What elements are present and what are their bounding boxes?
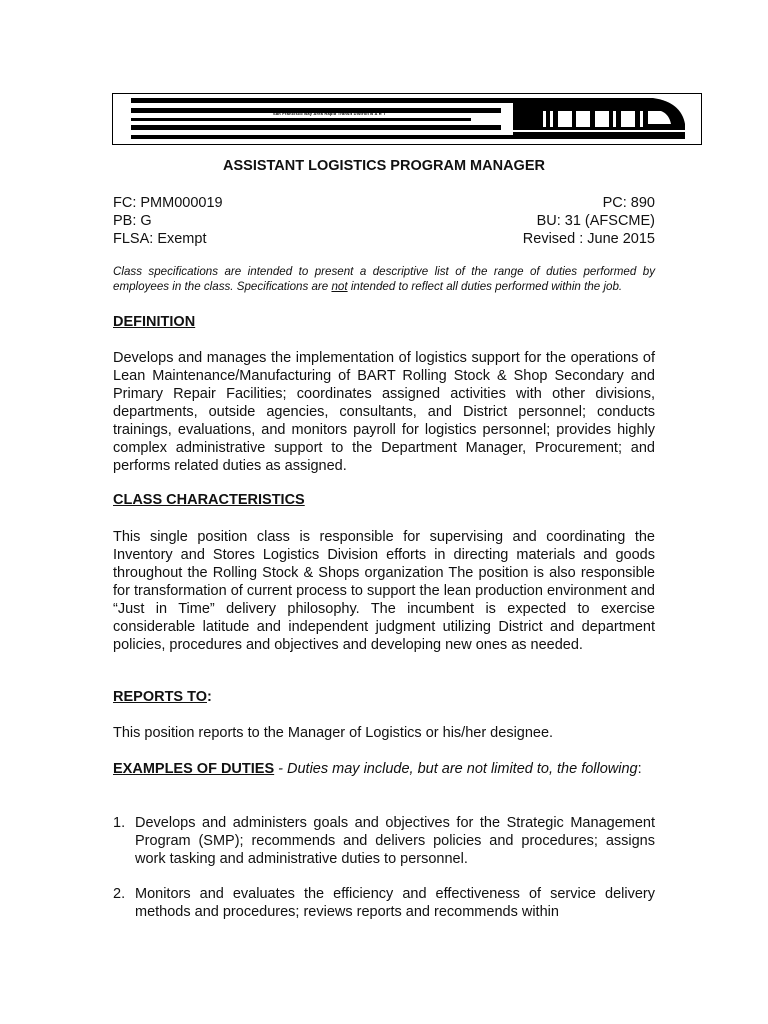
reports-to-text: This position reports to the Manager of Logistics or his/her designee. [113,725,554,741]
definition-heading: DEFINITION [113,314,196,330]
duty-item [113,814,655,868]
disclaimer-part1: Class specifications are intended to present a descriptive list of the range of duties performed by employees in the class. Specifications are [113,265,655,293]
examples-note: - Duties may include, but are not limited to, the following [274,761,638,777]
examples-heading: EXAMPLES OF DUTIES [113,761,275,777]
duty-text: Monitors and evaluates the efficiency and effectiveness of service delivery methods and procedures; reviews reports and recommends within [135,886,655,920]
fc-code: FC: PMM000019 [113,195,223,211]
meta-row-2 [113,213,655,231]
duty-text: Develops and administers goals and objectives for the Strategic Management Program (SMP); recommends and delivers policies and procedures; assigns work tasking and administrative duties to personnel. [135,815,655,867]
examples-colon: : [637,761,642,777]
agency-name: San Francisco Bay Area Rapid Transit District B A R T [273,111,386,116]
duty-number: 2. [113,886,126,902]
class-characteristics-heading: CLASS CHARACTERISTICS [113,492,305,508]
meta-row-1 [113,195,655,213]
reports-to-heading: REPORTS TO [113,689,207,705]
disclaimer-part2: intended to reflect all duties performed within the job. [347,280,623,293]
examples-heading-wrap [113,760,655,778]
class-characteristics-text: This single position class is responsible for supervising and coordinating the Inventory and Stores Logistics Division efforts in directing materials and goods throughout the Rolling Stock & Shops organization The position is also responsible for transformation of current process to support the lean production environment and “Just in Time” delivery philosophy. The incumbent is expected to exercise considerable latitude and independent judgment utilizing District and department policies, procedures and objectives and developing new ones as needed. [113,529,655,653]
flsa-status: FLSA: Exempt [113,231,207,247]
bu-code: BU: 31 (AFSCME) [536,213,655,229]
pb-code: PB: G [113,213,152,229]
meta-row-3 [113,231,655,249]
page-title: ASSISTANT LOGISTICS PROGRAM MANAGER [223,158,545,174]
pc-code: PC: 890 [602,195,655,211]
definition-text: Develops and manages the implementation of logistics support for the operations of Lean Maintenance/Manufacturing of BART Rolling Stock & Shop Secondary and Primary Repair Facilities; coordinates assigned activities with other divisions, departments, outside agencies, consultants, and District personnel; conducts trainings, evaluations, and monitors payroll for logistics personnel; provides highly complex administrative support to the Department Manager, Procurement; and performs related duties as assigned. [113,350,655,474]
bart-train-logo [113,94,701,144]
reports-to-heading-wrap [113,689,212,705]
disclaimer-not: not [331,280,348,293]
duty-number: 1. [113,815,126,831]
disclaimer [113,264,655,294]
header-banner [112,93,702,145]
reports-to-colon: : [207,689,212,705]
duty-item [113,885,655,921]
revised-date: Revised : June 2015 [522,231,655,247]
